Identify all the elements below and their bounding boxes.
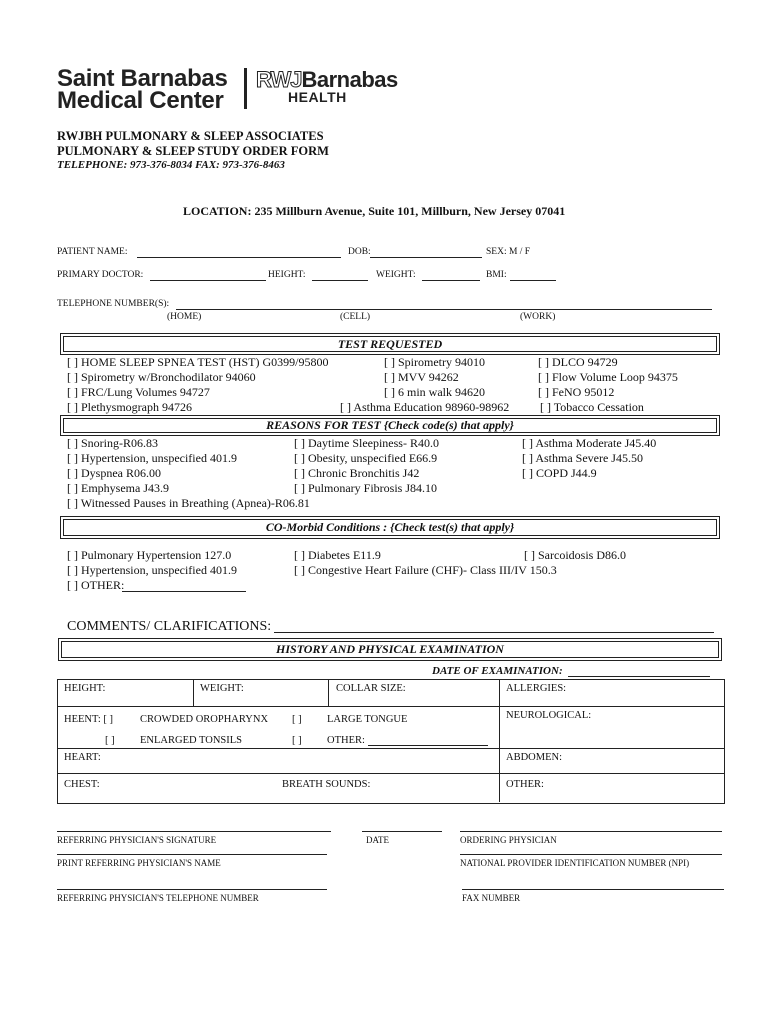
- comorbid-other[interactable]: [ ] OTHER:: [67, 578, 125, 592]
- referring-signature-label: REFERRING PHYSICIAN'S SIGNATURE: [57, 835, 217, 845]
- comments-label: COMMENTS/ CLARIFICATIONS:: [67, 619, 272, 634]
- print-name-field[interactable]: [57, 854, 327, 855]
- comorbid-item[interactable]: [ ] Congestive Heart Failure (CHF)- Class III/IV 150.3: [294, 563, 557, 577]
- height-label: HEIGHT:: [268, 270, 306, 280]
- height-field[interactable]: [312, 280, 368, 281]
- exam-breath-sounds[interactable]: BREATH SOUNDS:: [282, 779, 371, 790]
- exam-weight[interactable]: WEIGHT:: [200, 683, 244, 694]
- test-item[interactable]: [ ] Spirometry w/Bronchodilator 94060: [67, 370, 256, 384]
- reason-item[interactable]: [ ] Asthma Severe J45.50: [522, 451, 643, 465]
- work-label: (WORK): [520, 312, 556, 322]
- reason-item[interactable]: [ ] Snoring-R06.83: [67, 436, 158, 450]
- patient-name-label: PATIENT NAME:: [57, 247, 128, 257]
- primary-doctor-field[interactable]: [150, 280, 266, 281]
- ordering-physician-label: ORDERING PHYSICIAN: [460, 835, 557, 845]
- comorbid-other-field[interactable]: [122, 591, 246, 592]
- enlarged-tonsils-checkbox[interactable]: [ ]: [105, 735, 115, 746]
- comments-field[interactable]: [274, 632, 714, 633]
- reason-item[interactable]: [ ] Emphysema J43.9: [67, 481, 169, 495]
- logo-line-2: Medical Center: [57, 87, 224, 114]
- history-banner: HISTORY AND PHYSICAL EXAMINATION: [58, 638, 722, 661]
- test-item[interactable]: [ ] Spirometry 94010: [384, 355, 485, 369]
- exam-date-label: DATE OF EXAMINATION:: [432, 665, 563, 677]
- reason-item[interactable]: [ ] COPD J44.9: [522, 466, 597, 480]
- rwj-mark: RWJ: [256, 67, 302, 92]
- form-title: PULMONARY & SLEEP STUDY ORDER FORM: [57, 144, 329, 158]
- print-name-label: PRINT REFERRING PHYSICIAN'S NAME: [57, 858, 221, 868]
- heent-checkbox[interactable]: HEENT: [ ]: [64, 714, 114, 725]
- date-label: DATE: [366, 835, 389, 845]
- ordering-physician-field[interactable]: [460, 831, 722, 832]
- telephone-field[interactable]: [176, 309, 712, 310]
- comorbid-item[interactable]: [ ] Pulmonary Hypertension 127.0: [67, 548, 232, 562]
- test-item[interactable]: [ ] HOME SLEEP SPNEA TEST (HST) G0399/95800: [67, 355, 329, 369]
- test-item[interactable]: [ ] 6 min walk 94620: [384, 385, 485, 399]
- grid-rule: [57, 748, 724, 749]
- fax-label: FAX NUMBER: [462, 893, 521, 903]
- bmi-field[interactable]: [510, 280, 556, 281]
- exam-abdomen[interactable]: ABDOMEN:: [506, 752, 563, 763]
- logo-divider: [244, 68, 247, 109]
- date-field[interactable]: [362, 831, 442, 832]
- other-checkbox[interactable]: [ ]: [292, 735, 302, 746]
- fax-field[interactable]: [462, 889, 724, 890]
- reason-item[interactable]: [ ] Hypertension, unspecified 401.9: [67, 451, 237, 465]
- health-mark: HEALTH: [288, 89, 347, 105]
- grid-rule: [499, 680, 500, 802]
- test-item[interactable]: [ ] FRC/Lung Volumes 94727: [67, 385, 210, 399]
- test-requested-banner: TEST REQUESTED: [60, 333, 720, 355]
- test-item[interactable]: [ ] Asthma Education 98960-98962: [340, 400, 510, 414]
- primary-doctor-label: PRIMARY DOCTOR:: [57, 270, 144, 280]
- test-item[interactable]: [ ] MVV 94262: [384, 370, 459, 384]
- reason-item[interactable]: [ ] Pulmonary Fibrosis J84.10: [294, 481, 438, 495]
- grid-rule: [57, 706, 724, 707]
- crowded-oropharynx-label: CROWDED OROPHARYNX: [140, 714, 269, 725]
- test-item[interactable]: [ ] DLCO 94729: [538, 355, 618, 369]
- reason-item[interactable]: [ ] Chronic Bronchitis J42: [294, 466, 420, 480]
- exam-allergies[interactable]: ALLERGIES:: [506, 683, 567, 694]
- cell-label: (CELL): [340, 312, 371, 322]
- enlarged-tonsils-label: ENLARGED TONSILS: [140, 735, 242, 746]
- dob-field[interactable]: [370, 257, 482, 258]
- exam-heart[interactable]: HEART:: [64, 752, 101, 763]
- exam-collar-size[interactable]: COLLAR SIZE:: [336, 683, 406, 694]
- comorbid-item[interactable]: [ ] Diabetes E11.9: [294, 548, 381, 562]
- location-line: LOCATION: 235 Millburn Avenue, Suite 101, Millburn, New Jersey 07041: [183, 204, 566, 218]
- home-label: (HOME): [167, 312, 202, 322]
- test-item[interactable]: [ ] Tobacco Cessation: [540, 400, 644, 414]
- dob-label: DOB:: [348, 247, 371, 257]
- exam-chest[interactable]: CHEST:: [64, 779, 100, 790]
- patient-name-field[interactable]: [137, 257, 341, 258]
- practice-name: RWJBH PULMONARY & SLEEP ASSOCIATES: [57, 129, 324, 143]
- reason-item[interactable]: [ ] Asthma Moderate J45.40: [522, 436, 657, 450]
- reason-item[interactable]: [ ] Witnessed Pauses in Breathing (Apnea)-R06.81: [67, 496, 310, 510]
- logo-line-1: Saint Barnabas: [57, 65, 228, 92]
- referring-phone-label: REFERRING PHYSICIAN'S TELEPHONE NUMBER: [57, 893, 259, 903]
- weight-field[interactable]: [422, 280, 480, 281]
- test-item[interactable]: [ ] Flow Volume Loop 94375: [538, 370, 678, 384]
- reasons-banner: REASONS FOR TEST {Check code(s) that apply}: [60, 415, 720, 436]
- sex-label: SEX: M / F: [486, 247, 531, 257]
- other-inline-field[interactable]: [368, 745, 488, 746]
- other-inline-label: OTHER:: [327, 735, 365, 746]
- npi-field[interactable]: [460, 854, 722, 855]
- grid-rule: [328, 680, 329, 706]
- comorbid-banner: CO-Morbid Conditions : {Check test(s) that apply}: [60, 516, 720, 539]
- contact-line: TELEPHONE: 973-376-8034 FAX: 973-376-8463: [57, 159, 285, 171]
- referring-signature-field[interactable]: [57, 831, 331, 832]
- grid-rule: [193, 680, 194, 706]
- exam-height[interactable]: HEIGHT:: [64, 683, 106, 694]
- comorbid-item[interactable]: [ ] Hypertension, unspecified 401.9: [67, 563, 237, 577]
- reason-item[interactable]: [ ] Obesity, unspecified E66.9: [294, 451, 438, 465]
- large-tongue-checkbox[interactable]: [ ]: [292, 714, 302, 725]
- exam-date-field[interactable]: [568, 676, 710, 677]
- bmi-label: BMI:: [486, 270, 507, 280]
- reason-item[interactable]: [ ] Dyspnea R06.00: [67, 466, 161, 480]
- referring-phone-field[interactable]: [57, 889, 327, 890]
- grid-rule: [57, 773, 724, 774]
- telephone-label: TELEPHONE NUMBER(S):: [57, 299, 170, 309]
- test-item[interactable]: [ ] Plethysmograph 94726: [67, 400, 192, 414]
- weight-label: WEIGHT:: [376, 270, 416, 280]
- reason-item[interactable]: [ ] Daytime Sleepiness- R40.0: [294, 436, 439, 450]
- comorbid-item[interactable]: [ ] Sarcoidosis D86.0: [524, 548, 626, 562]
- exam-neurological[interactable]: NEUROLOGICAL:: [506, 710, 592, 721]
- test-item[interactable]: [ ] FeNO 95012: [538, 385, 615, 399]
- barnabas-mark: Barnabas: [301, 67, 398, 92]
- exam-other[interactable]: OTHER:: [506, 779, 544, 790]
- npi-label: NATIONAL PROVIDER IDENTIFICATION NUMBER (NPI): [460, 858, 690, 868]
- large-tongue-label: LARGE TONGUE: [327, 714, 408, 725]
